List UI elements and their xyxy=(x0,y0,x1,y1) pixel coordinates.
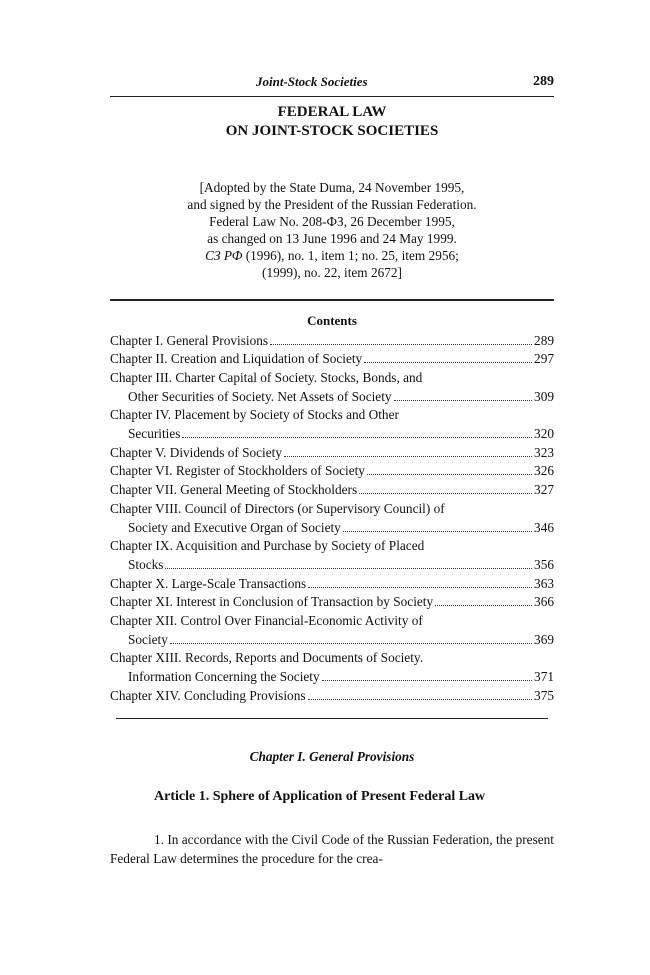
toc-line xyxy=(110,462,554,481)
toc-line xyxy=(110,444,554,463)
toc-line xyxy=(110,332,554,351)
header-rule xyxy=(110,96,554,97)
toc-leader-dots xyxy=(284,456,532,457)
toc-entry xyxy=(110,369,554,406)
toc-leader-dots xyxy=(165,568,532,569)
toc-entry-title: Other Securities of Society. Net Assets of Society xyxy=(128,388,392,404)
toc-entry-title: Chapter X. Large-Scale Transactions xyxy=(110,575,307,591)
toc-entry-title: Chapter XII. Control Over Financial-Economic Activity of xyxy=(110,613,423,629)
toc-line xyxy=(110,593,554,612)
toc-page-number: 366 xyxy=(534,594,554,610)
toc-entry xyxy=(110,612,554,649)
toc-entry-title: Chapter III. Charter Capital of Society. Stocks, Bonds, and xyxy=(110,369,423,385)
toc-entry xyxy=(110,500,554,537)
toc-entry-title: Stocks xyxy=(128,556,164,572)
toc-page-number: 346 xyxy=(534,519,554,535)
adoption-note xyxy=(110,179,554,281)
toc-entry-title: Securities xyxy=(128,426,181,442)
toc-leader-dots xyxy=(308,699,533,700)
toc-page-number: 309 xyxy=(534,388,554,404)
toc-line xyxy=(110,481,554,500)
adoption-line-1: [Adopted by the State Duma, 24 November 1995, xyxy=(199,180,465,195)
running-title: Joint-Stock Societies xyxy=(256,74,368,89)
toc-leader-dots xyxy=(394,400,532,401)
adoption-line-5 xyxy=(110,247,554,264)
toc-line xyxy=(110,668,554,687)
toc-line xyxy=(110,537,554,556)
toc-entry xyxy=(110,444,554,463)
toc-page-number: 356 xyxy=(534,556,554,572)
toc-leader-dots xyxy=(170,643,532,644)
toc-entry-title: Society xyxy=(128,631,168,647)
toc-entry xyxy=(110,481,554,500)
toc-page-number: 289 xyxy=(534,332,554,348)
toc-leader-dots xyxy=(343,531,532,532)
toc-entry-title: Chapter VI. Register of Stockholders of Society xyxy=(110,463,365,479)
toc-leader-dots xyxy=(367,474,532,475)
toc-line xyxy=(110,500,554,519)
toc-page-number: 375 xyxy=(534,687,554,703)
toc-line xyxy=(110,612,554,631)
adoption-line-3: Federal Law No. 208-ФЗ, 26 December 1995, xyxy=(209,214,455,229)
toc-page-number: 369 xyxy=(534,631,554,647)
adoption-line-2: and signed by the President of the Russian Federation. xyxy=(187,197,477,212)
toc-entry xyxy=(110,537,554,574)
document-page xyxy=(110,74,554,868)
toc-page-number: 327 xyxy=(534,482,554,498)
toc-entry-title: Chapter IV. Placement by Society of Stocks and Other xyxy=(110,407,399,423)
toc-entry-title: Chapter XIII. Records, Reports and Documents of Society. xyxy=(110,650,424,666)
toc-entry xyxy=(110,462,554,481)
toc-entry-title: Chapter IX. Acquisition and Purchase by Society of Placed xyxy=(110,538,425,554)
toc-entry xyxy=(110,332,554,351)
chapter-heading: Chapter I. General Provisions xyxy=(249,749,415,765)
toc-entry-title: Chapter I. General Provisions xyxy=(110,332,269,348)
toc-leader-dots xyxy=(322,680,532,681)
toc-leader-dots xyxy=(182,437,532,438)
toc-line xyxy=(110,369,554,388)
law-title-line-2: ON JOINT-STOCK SOCIETIES xyxy=(225,123,439,139)
adoption-line-4: as changed on 13 June 1996 and 24 May 1999. xyxy=(207,231,457,246)
page-number: 289 xyxy=(533,74,554,89)
toc-entry-title: Society and Executive Organ of Society xyxy=(128,519,341,535)
toc-line xyxy=(110,519,554,538)
toc-leader-dots xyxy=(359,493,532,494)
gazette-citation: (1996), no. 1, item 1; no. 25, item 2956; xyxy=(242,248,459,263)
toc-line xyxy=(110,649,554,668)
toc-entry-title: Chapter VII. General Meeting of Stockholders xyxy=(110,482,358,498)
toc-entry-title: Chapter II. Creation and Liquidation of Society xyxy=(110,351,363,367)
toc-entry-title: Chapter VIII. Council of Directors (or Supervisory Council) of xyxy=(110,500,445,516)
gazette-abbreviation: СЗ РФ xyxy=(205,248,243,263)
toc-entry-title: Chapter XI. Interest in Conclusion of Transaction by Society xyxy=(110,594,434,610)
article-heading: Article 1. Sphere of Application of Present Federal Law xyxy=(154,789,486,805)
contents-title: Contents xyxy=(307,312,357,328)
toc-leader-dots xyxy=(435,605,532,606)
toc-line xyxy=(110,631,554,650)
toc-entry xyxy=(110,687,554,706)
table-of-contents xyxy=(110,332,554,706)
toc-line xyxy=(110,556,554,575)
toc-entry-title: Chapter V. Dividends of Society xyxy=(110,444,282,460)
toc-leader-dots xyxy=(270,344,532,345)
toc-entry-title: Information Concerning the Society xyxy=(128,669,320,685)
toc-entry xyxy=(110,593,554,612)
adoption-line-6: (1999), no. 22, item 2672] xyxy=(262,265,402,280)
toc-line xyxy=(110,350,554,369)
toc-entry-title: Chapter XIV. Concluding Provisions xyxy=(110,687,306,703)
paragraph: 1. In accordance with the Civil Code of the Russian Federation, the present Federal Law determines the procedure for the crea- xyxy=(110,832,554,867)
contents-bottom-rule xyxy=(116,718,548,720)
toc-leader-dots xyxy=(364,362,532,363)
toc-page-number: 323 xyxy=(534,444,554,460)
contents-top-rule xyxy=(110,299,554,301)
toc-line xyxy=(110,575,554,594)
toc-page-number: 297 xyxy=(534,351,554,367)
toc-line xyxy=(110,388,554,407)
law-title-line-1: FEDERAL LAW xyxy=(277,104,387,120)
toc-entry xyxy=(110,406,554,443)
toc-page-number: 326 xyxy=(534,463,554,479)
toc-entry xyxy=(110,575,554,594)
toc-leader-dots xyxy=(308,587,532,588)
toc-entry xyxy=(110,350,554,369)
law-title xyxy=(110,103,554,141)
running-header xyxy=(110,74,554,96)
toc-entry xyxy=(110,649,554,686)
toc-page-number: 320 xyxy=(534,426,554,442)
toc-page-number: 371 xyxy=(534,669,554,685)
toc-line xyxy=(110,687,554,706)
toc-page-number: 363 xyxy=(534,575,554,591)
toc-line xyxy=(110,406,554,425)
toc-line xyxy=(110,425,554,444)
